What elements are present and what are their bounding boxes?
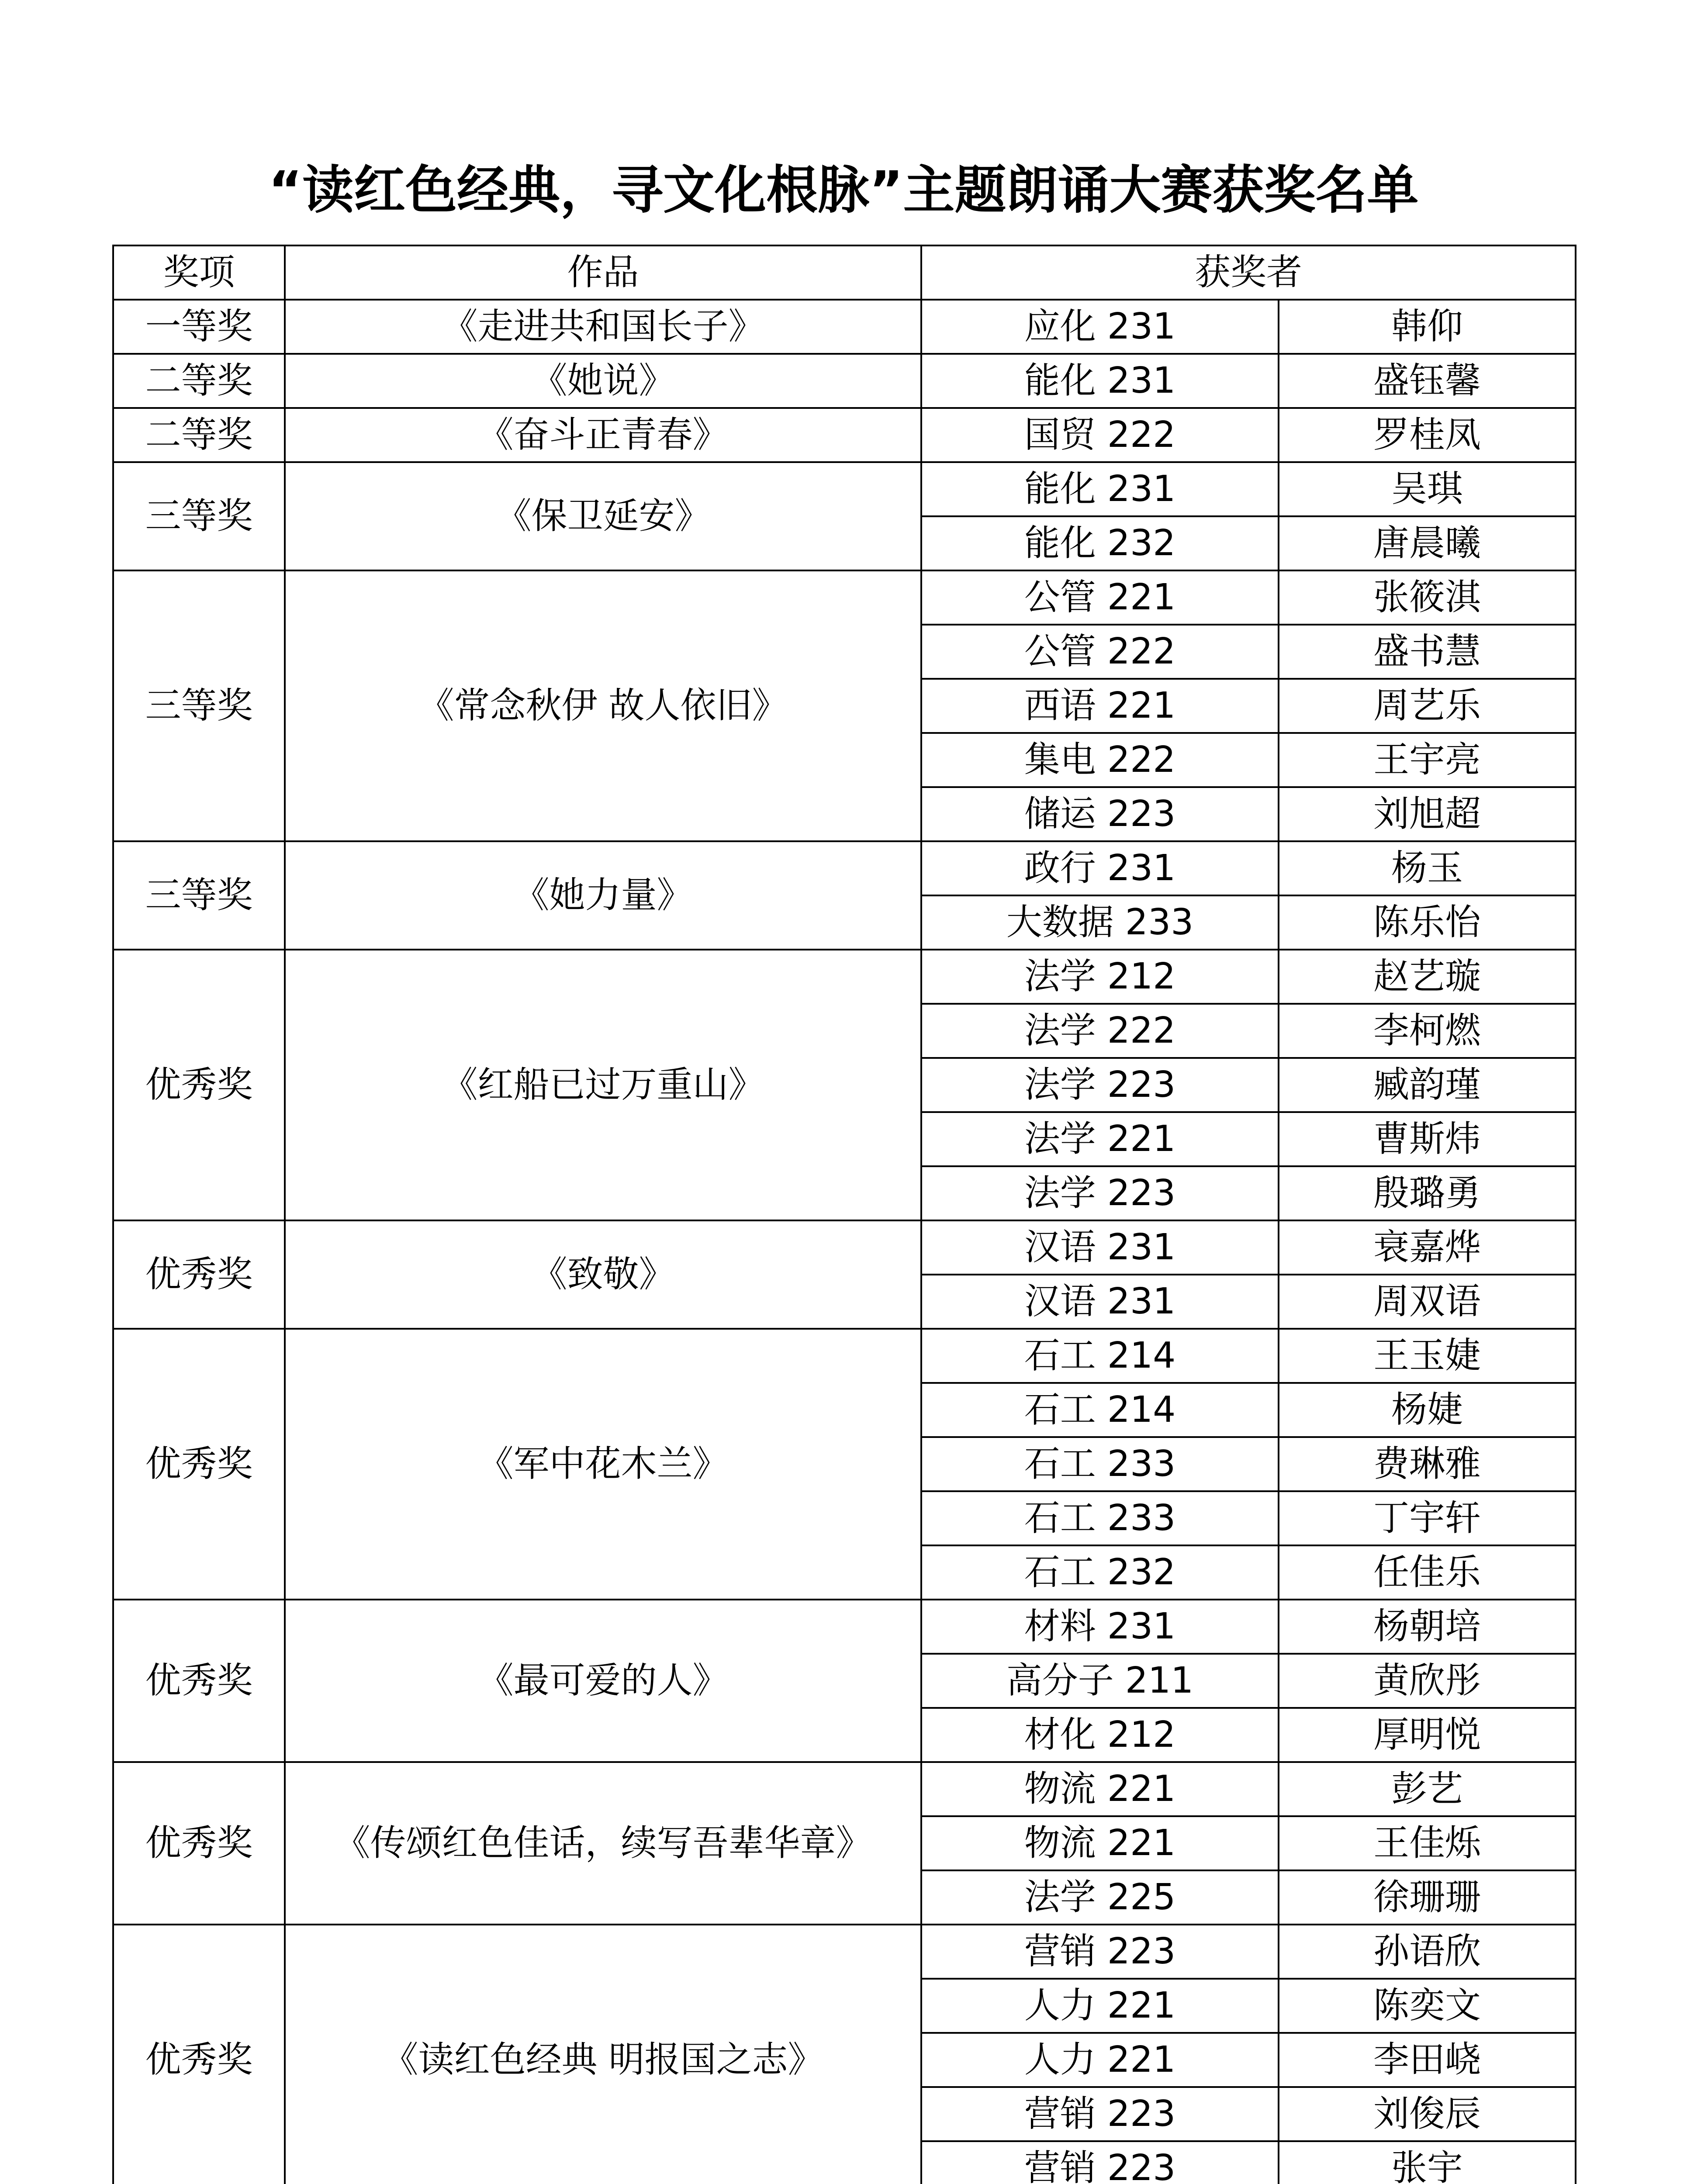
- class-cell: 营销 223: [921, 1925, 1279, 1979]
- table-row: [113, 570, 1576, 625]
- class-cell: 国贸 222: [921, 408, 1279, 462]
- class-cell: 能化 231: [921, 354, 1279, 408]
- name-cell: 徐珊珊: [1279, 1870, 1576, 1925]
- name-cell: 张宇: [1279, 2141, 1576, 2184]
- class-cell: 营销 223: [921, 2087, 1279, 2141]
- name-cell: 曹斯炜: [1279, 1112, 1576, 1166]
- name-cell: 韩仰: [1279, 300, 1576, 354]
- award-cell: 一等奖: [113, 300, 285, 354]
- class-cell: 汉语 231: [921, 1220, 1279, 1275]
- class-cell: 公管 222: [921, 625, 1279, 679]
- name-cell: 刘俊辰: [1279, 2087, 1576, 2141]
- table-row: [113, 462, 1576, 516]
- class-cell: 材料 231: [921, 1600, 1279, 1654]
- name-cell: 任佳乐: [1279, 1545, 1576, 1600]
- class-cell: 石工 232: [921, 1545, 1279, 1600]
- table-row: [113, 408, 1576, 462]
- name-cell: 衰嘉烨: [1279, 1220, 1576, 1275]
- work-cell: 《红船已过万重山》: [285, 950, 921, 1220]
- table-row: [113, 1762, 1576, 1816]
- header-award: 奖项: [113, 245, 285, 300]
- award-cell: 优秀奖: [113, 1762, 285, 1925]
- class-cell: 应化 231: [921, 300, 1279, 354]
- award-cell: 优秀奖: [113, 1220, 285, 1329]
- name-cell: 王佳烁: [1279, 1816, 1576, 1870]
- name-cell: 厚明悦: [1279, 1708, 1576, 1762]
- award-cell: 优秀奖: [113, 1925, 285, 2184]
- award-cell: 三等奖: [113, 841, 285, 950]
- name-cell: 唐晨曦: [1279, 516, 1576, 570]
- name-cell: 李柯燃: [1279, 1004, 1576, 1058]
- award-cell: 三等奖: [113, 462, 285, 570]
- class-cell: 公管 221: [921, 570, 1279, 625]
- header-winners: 获奖者: [921, 245, 1576, 300]
- name-cell: 吴琪: [1279, 462, 1576, 516]
- class-cell: 材化 212: [921, 1708, 1279, 1762]
- name-cell: 陈奕文: [1279, 1979, 1576, 2033]
- table-row: [113, 300, 1576, 354]
- class-cell: 石工 233: [921, 1437, 1279, 1491]
- name-cell: 臧韵瑾: [1279, 1058, 1576, 1112]
- award-cell: 二等奖: [113, 354, 285, 408]
- work-cell: 《常念秋伊 故人依旧》: [285, 570, 921, 841]
- table-row: [113, 1925, 1576, 1979]
- name-cell: 盛钰馨: [1279, 354, 1576, 408]
- work-cell: 《读红色经典 明报国之志》: [285, 1925, 921, 2184]
- header-row: [113, 245, 1576, 300]
- work-cell: 《最可爱的人》: [285, 1600, 921, 1762]
- name-cell: 盛书慧: [1279, 625, 1576, 679]
- header-work: 作品: [285, 245, 921, 300]
- table-row: [113, 1329, 1576, 1383]
- name-cell: 杨朝培: [1279, 1600, 1576, 1654]
- name-cell: 孙语欣: [1279, 1925, 1576, 1979]
- name-cell: 张筱淇: [1279, 570, 1576, 625]
- award-cell: 优秀奖: [113, 950, 285, 1220]
- name-cell: 周艺乐: [1279, 679, 1576, 733]
- name-cell: 李田峣: [1279, 2033, 1576, 2087]
- class-cell: 政行 231: [921, 841, 1279, 895]
- work-cell: 《致敬》: [285, 1220, 921, 1329]
- name-cell: 王玉婕: [1279, 1329, 1576, 1383]
- class-cell: 集电 222: [921, 733, 1279, 787]
- name-cell: 殷璐勇: [1279, 1166, 1576, 1220]
- name-cell: 王宇亮: [1279, 733, 1576, 787]
- award-table: [112, 245, 1576, 2184]
- class-cell: 汉语 231: [921, 1275, 1279, 1329]
- class-cell: 西语 221: [921, 679, 1279, 733]
- award-cell: 二等奖: [113, 408, 285, 462]
- class-cell: 法学 212: [921, 950, 1279, 1004]
- class-cell: 人力 221: [921, 2033, 1279, 2087]
- work-cell: 《她说》: [285, 354, 921, 408]
- table-body: [113, 300, 1576, 2184]
- work-cell: 《保卫延安》: [285, 462, 921, 570]
- class-cell: 法学 225: [921, 1870, 1279, 1925]
- award-cell: 优秀奖: [113, 1329, 285, 1600]
- class-cell: 石工 233: [921, 1491, 1279, 1545]
- table-row: [113, 1220, 1576, 1275]
- class-cell: 储运 223: [921, 787, 1279, 841]
- class-cell: 法学 221: [921, 1112, 1279, 1166]
- class-cell: 能化 231: [921, 462, 1279, 516]
- class-cell: 法学 223: [921, 1166, 1279, 1220]
- name-cell: 费琳雅: [1279, 1437, 1576, 1491]
- name-cell: 丁宇轩: [1279, 1491, 1576, 1545]
- award-cell: 三等奖: [113, 570, 285, 841]
- name-cell: 刘旭超: [1279, 787, 1576, 841]
- name-cell: 彭艺: [1279, 1762, 1576, 1816]
- table-row: [113, 1600, 1576, 1654]
- name-cell: 杨玉: [1279, 841, 1576, 895]
- class-cell: 法学 223: [921, 1058, 1279, 1112]
- table-row: [113, 841, 1576, 895]
- name-cell: 赵艺璇: [1279, 950, 1576, 1004]
- table-row: [113, 354, 1576, 408]
- name-cell: 陈乐怡: [1279, 895, 1576, 950]
- work-cell: 《奋斗正青春》: [285, 408, 921, 462]
- page-title: “读红色经典，寻文化根脉”主题朗诵大赛获奖名单: [268, 160, 1419, 220]
- award-cell: 优秀奖: [113, 1600, 285, 1762]
- table-row: [113, 950, 1576, 1004]
- class-cell: 物流 221: [921, 1816, 1279, 1870]
- class-cell: 能化 232: [921, 516, 1279, 570]
- name-cell: 罗桂凤: [1279, 408, 1576, 462]
- work-cell: 《走进共和国长子》: [285, 300, 921, 354]
- work-cell: 《她力量》: [285, 841, 921, 950]
- class-cell: 石工 214: [921, 1329, 1279, 1383]
- class-cell: 石工 214: [921, 1383, 1279, 1437]
- class-cell: 法学 222: [921, 1004, 1279, 1058]
- name-cell: 杨婕: [1279, 1383, 1576, 1437]
- work-cell: 《传颂红色佳话，续写吾辈华章》: [285, 1762, 921, 1925]
- class-cell: 物流 221: [921, 1762, 1279, 1816]
- class-cell: 人力 221: [921, 1979, 1279, 2033]
- name-cell: 黄欣彤: [1279, 1654, 1576, 1708]
- work-cell: 《军中花木兰》: [285, 1329, 921, 1600]
- class-cell: 高分子 211: [921, 1654, 1279, 1708]
- class-cell: 营销 223: [921, 2141, 1279, 2184]
- name-cell: 周双语: [1279, 1275, 1576, 1329]
- class-cell: 大数据 233: [921, 895, 1279, 950]
